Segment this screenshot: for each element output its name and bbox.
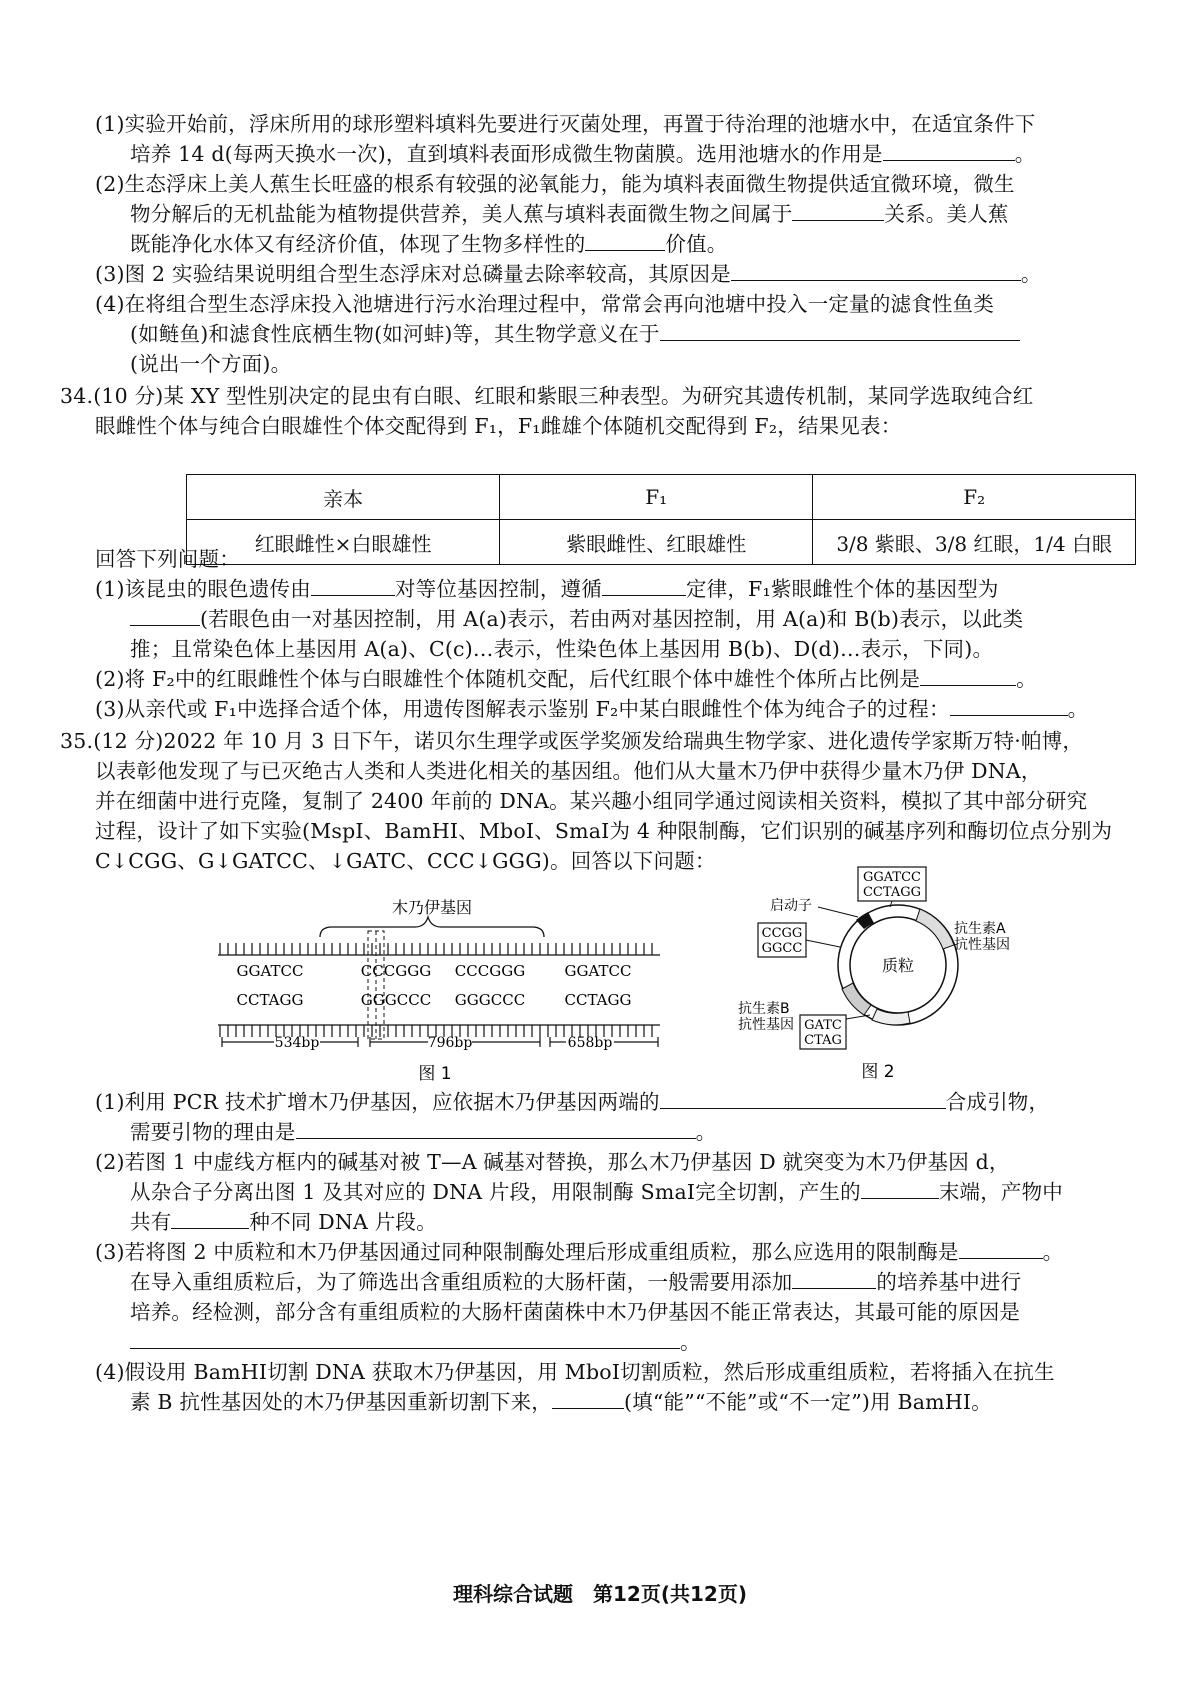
table-row: [187, 520, 1136, 565]
answer-blank: [861, 1178, 939, 1199]
promoter-label: 启动子: [770, 898, 812, 914]
answer-blank: [585, 230, 665, 251]
q34-p1-line3: 推；且常染色体上基因用 A(a)、C(c)…表示，性染色体上基因用 B(b)、D(d)…表示，下同)。: [130, 637, 994, 661]
table-cell: 紫眼雌性、红眼雄性: [500, 520, 813, 565]
site-seq-bottom: CCTAGG: [236, 991, 304, 1009]
q33-p2-line1: (2)生态浮床上美人蕉生长旺盛的根系有较强的泌氧能力，能为填料表面微生物提供适宜微环境，微生: [95, 172, 1015, 196]
answer-blank: [296, 1118, 696, 1139]
answer-blank: [552, 1388, 624, 1409]
figure-2-caption: 图 2: [861, 1062, 895, 1082]
site-seq-top: GGATCC: [236, 962, 304, 980]
q35-p3-line4: 。: [130, 1328, 701, 1356]
gene-b-label: 抗生素B: [738, 1001, 790, 1017]
site-seq: GATC: [804, 1018, 842, 1033]
answer-blank: [660, 1088, 946, 1109]
q35-p3-line3: 培养。经检测，部分含有重组质粒的大肠杆菌菌株中木乃伊基因不能正常表达，其最可能的原因是: [130, 1300, 1021, 1324]
q35-stem-line2: 以表彰他发现了与已灭绝古人类和人类进化相关的基因组。他们从大量木乃伊中获得少量木乃伊 DNA，: [95, 759, 1042, 783]
answer-blank: [130, 605, 200, 626]
site-seq-bottom: GGGCCC: [360, 991, 432, 1009]
figure-2-plasmid: [738, 865, 1060, 1085]
plasmid-label: 质粒: [881, 956, 915, 975]
site-seq: GGATCC: [862, 870, 922, 885]
q35-p4-line2: 素 B 抗性基因处的木乃伊基因重新切割下来， (填“能”“不能”或“不一定”)用 BamHⅠ。: [130, 1390, 992, 1414]
q33-p4-line3: (说出一个方面)。: [130, 352, 292, 376]
site-seq-top: CCCGGG: [360, 962, 432, 980]
q35-stem-line5: C↓CGG、G↓GATCC、↓GATC、CCC↓GGG)。回答以下问题：: [95, 849, 716, 873]
answer-blank: [731, 260, 1021, 281]
site-seq: GGCC: [761, 941, 803, 956]
length-label: 796bp: [427, 1035, 473, 1051]
table-header-row: [187, 475, 1136, 520]
table-header-cell: 亲本: [187, 475, 500, 520]
q35-p1-line2: 需要引物的理由是 。: [130, 1120, 717, 1144]
q34-stem-line1: 34.(10 分)某 XY 型性别决定的昆虫有白眼、红眼和紫眼三种表型。为研究其遗传机制，某同学选取纯合红: [60, 384, 1034, 408]
q35-p2-line2: 从杂合子分离出图 1 及其对应的 DNA 片段，用限制酶 SmaⅠ完全切割，产生的 末端，产物中: [130, 1180, 1064, 1204]
figure-1-dna-segment: [210, 895, 680, 1085]
page-footer: 理科综合试题 第12页(共12页): [453, 1582, 747, 1606]
q35-p2-line1: (2)若图 1 中虚线方框内的碱基对被 T—A 碱基对替换，那么木乃伊基因 D 就突变为木乃伊基因 d，: [95, 1150, 1010, 1174]
q35-p3-line1: (3)若将图 2 中质粒和木乃伊基因通过同种限制酶处理后形成重组质粒，那么应选用的限制酶是 。: [95, 1240, 1064, 1264]
site-seq: CCGG: [761, 926, 803, 941]
q33-p4-line2: (如鲢鱼)和滤食性底栖生物(如河蚌)等，其生物学意义在于: [130, 320, 1020, 348]
gene-a-block: [916, 909, 954, 949]
site-seq: CCTAGG: [862, 885, 922, 900]
site-seq-bottom: GGGCCC: [454, 991, 526, 1009]
q35-p1-line1: (1)利用 PCR 技术扩增木乃伊基因，应依据木乃伊基因两端的 合成引物，: [95, 1090, 1050, 1114]
answer-blank: [792, 1268, 876, 1289]
gene-a-label: 抗性基因: [954, 937, 1010, 953]
table-cell: 红眼雌性×白眼雄性: [187, 520, 500, 565]
q33-p4-line1: (4)在将组合型生态浮床投入池塘进行污水治理过程中，常常会再向池塘中投入一定量的滤食性鱼类: [95, 292, 995, 316]
answer-blank: [311, 575, 395, 596]
site-seq: CTAG: [804, 1033, 842, 1048]
q35-stem-line1: 35.(12 分)2022 年 10 月 3 日下午，诺贝尔生理学或医学奖颁发给瑞典生物学家、进化遗传学家斯万特·帕博，: [60, 729, 1084, 753]
gene-brace: [320, 917, 544, 937]
gene-b-block-2: [872, 1009, 910, 1025]
answer-blank: [883, 140, 1015, 161]
q35-p4-line1: (4)假设用 BamHⅠ切割 DNA 获取木乃伊基因，用 MboⅠ切割质粒，然后形成重组质粒，若将插入在抗生: [95, 1360, 1055, 1384]
answer-prompt: 回答下列问题：: [95, 547, 240, 571]
answer-blank: [602, 575, 686, 596]
length-label: 658bp: [567, 1035, 613, 1051]
table-header-cell: F₂: [813, 475, 1136, 520]
gene-label: 木乃伊基因: [391, 898, 473, 917]
site-seq-top: GGATCC: [564, 962, 632, 980]
gene-a-label: 抗生素A: [954, 921, 1006, 937]
q33-p2-line3: 既能净化水体又有经济价值，体现了生物多样性的 价值。: [130, 232, 728, 256]
answer-blank: [920, 665, 1016, 686]
answer-blank: [792, 200, 884, 221]
q33-p1-line2: 培养 14 d(每两天换水一次)，直到填料表面形成微生物菌膜。选用池塘水的作用是 。: [130, 142, 1036, 166]
figure-1-caption: 图 1: [418, 1064, 452, 1084]
answer-blank: [959, 1238, 1043, 1259]
q34-p3-line1: (3)从亲代或 F₁中选择合适个体，用遗传图解表示鉴别 F₂中某白眼雌性个体为纯合子的过程： 。: [95, 697, 1089, 721]
length-label: 534bp: [274, 1035, 320, 1051]
q33-p2-line2: 物分解后的无机盐能为植物提供营养，美人蕉与填料表面微生物之间属于 关系。美人蕉: [130, 202, 1009, 226]
answer-blank: [171, 1208, 249, 1229]
site-seq-bottom: CCTAGG: [564, 991, 632, 1009]
q34-p1-line2: (若眼色由一对基因控制，用 A(a)表示，若由两对基因控制，用 A(a)和 B(b)表示，以此类: [130, 605, 1023, 633]
q34-p1-line1: (1)该昆虫的眼色遗传由 对等位基因控制，遵循 定律，F₁紫眼雌性个体的基因型为: [95, 577, 999, 601]
answer-blank: [130, 1328, 680, 1349]
q33-p3-line1: (3)图 2 实验结果说明组合型生态浮床对总磷量去除率较高，其原因是 。: [95, 262, 1042, 286]
promoter-block: [856, 912, 874, 929]
q33-p1-line1: (1)实验开始前，浮床所用的球形塑料填料先要进行灭菌处理，再置于待治理的池塘水中，在适宜条件下: [95, 112, 1036, 136]
genetics-results-table: [186, 474, 1136, 565]
table-header-cell: F₁: [500, 475, 813, 520]
answer-blank: [950, 695, 1068, 716]
q35-p3-line2: 在导入重组质粒后，为了筛选出含重组质粒的大肠杆菌，一般需要用添加 的培养基中进行: [130, 1270, 1022, 1294]
site-seq-top: CCCGGG: [454, 962, 526, 980]
answer-blank: [660, 320, 1020, 341]
table-cell: 3/8 紫眼、3/8 红眼，1/4 白眼: [813, 520, 1136, 565]
gene-b-label: 抗性基因: [738, 1017, 794, 1033]
q35-stem-line4: 过程，设计了如下实验(MspⅠ、BamHⅠ、MboⅠ、SmaⅠ为 4 种限制酶，它们识别的碱基序列和酶切位点分别为: [95, 819, 1113, 843]
dna-top-strand: [220, 943, 652, 955]
q34-p2-line1: (2)将 F₂中的红眼雌性个体与白眼雄性个体随机交配，后代红眼个体中雄性个体所占比例是 。: [95, 667, 1037, 691]
q34-stem-line2: 眼雌性个体与纯合白眼雄性个体交配得到 F₁，F₁雌雄个体随机交配得到 F₂，结果见表：: [95, 414, 902, 438]
q35-stem-line3: 并在细菌中进行克隆，复制了 2400 年前的 DNA。某兴趣小组同学通过阅读相关资料，模拟了其中部分研究: [95, 789, 1088, 813]
q35-p2-line3: 共有 种不同 DNA 片段。: [130, 1210, 437, 1234]
